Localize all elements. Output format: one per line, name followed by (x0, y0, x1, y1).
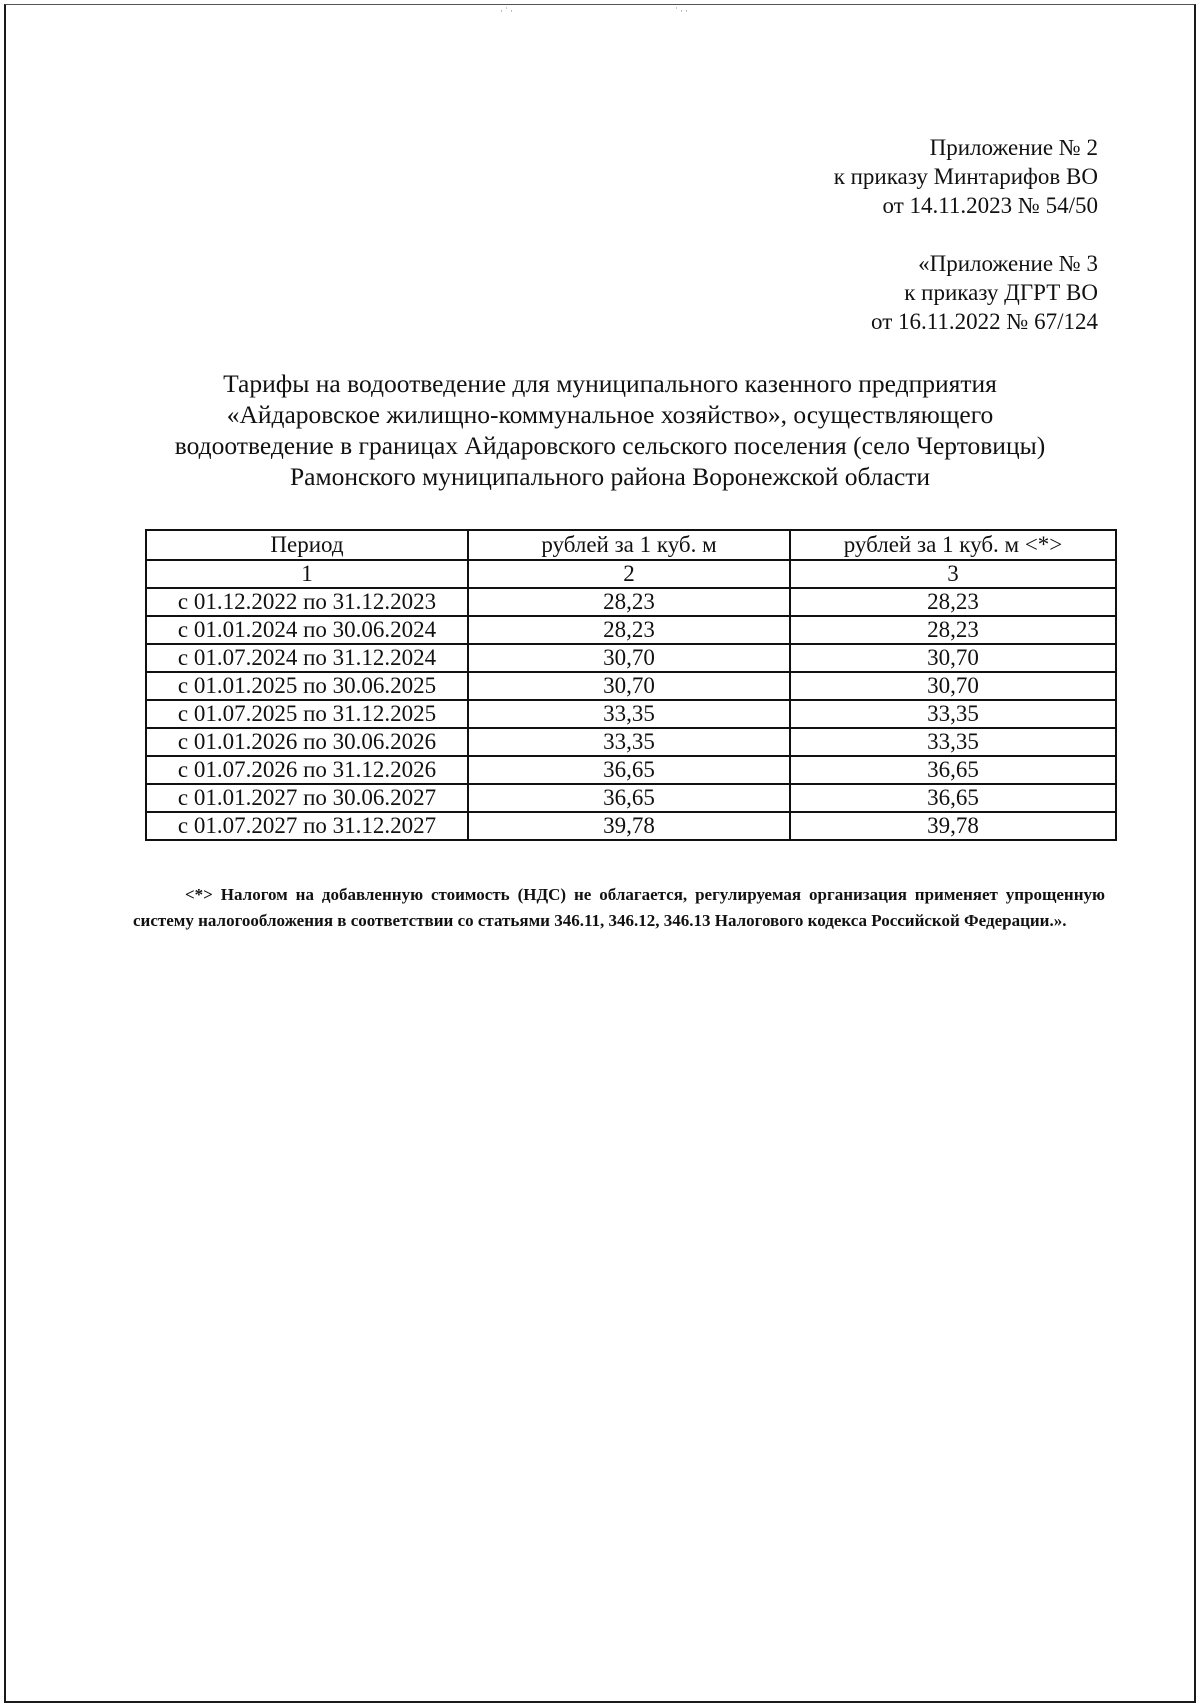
column-number: 2 (468, 560, 790, 588)
tariff-cell: 30,70 (468, 672, 790, 700)
tariff-cell: 33,35 (468, 728, 790, 756)
title-line-2: «Айдаровское жилищно-коммунальное хозяйство», осуществляющего (226, 400, 994, 429)
tariff-cell-vat: 36,65 (790, 784, 1116, 812)
period-cell: с 01.07.2024 по 31.12.2024 (146, 644, 468, 672)
period-cell: с 01.07.2025 по 31.12.2025 (146, 700, 468, 728)
appendix-current-line-3: от 14.11.2023 № 54/50 (882, 193, 1098, 218)
table-row (146, 700, 1116, 728)
title-line-1: Тарифы на водоотведение для муниципального казенного предприятия (223, 369, 997, 398)
appendix-original-line-1: «Приложение № 3 (918, 251, 1098, 276)
tariff-cell-vat: 39,78 (790, 812, 1116, 840)
period-cell: с 01.01.2026 по 30.06.2026 (146, 728, 468, 756)
column-number: 3 (790, 560, 1116, 588)
tariff-cell: 36,65 (468, 756, 790, 784)
tariff-cell: 39,78 (468, 812, 790, 840)
table-row (146, 784, 1116, 812)
period-cell: с 01.07.2027 по 31.12.2027 (146, 812, 468, 840)
table-row (146, 756, 1116, 784)
tariff-cell: 36,65 (468, 784, 790, 812)
header-period: Период (146, 530, 468, 560)
appendix-original-line-2: к приказу ДГРТ ВО (904, 280, 1098, 305)
scan-speck-left: ·˙· (500, 6, 515, 16)
table-row (146, 616, 1116, 644)
table-row (146, 812, 1116, 840)
table-row (146, 588, 1116, 616)
appendix-original-line-3: от 16.11.2022 № 67/124 (871, 309, 1098, 334)
tariff-cell-vat: 33,35 (790, 728, 1116, 756)
period-cell: с 01.12.2022 по 31.12.2023 (146, 588, 468, 616)
header-rub-per-m3-note: рублей за 1 куб. м <*> (790, 530, 1116, 560)
title-line-3: водоотведение в границах Айдаровского сельского поселения (село Чертовицы) (174, 431, 1046, 460)
tariff-cell: 33,35 (468, 700, 790, 728)
tariff-cell-vat: 33,35 (790, 700, 1116, 728)
tariff-cell-vat: 36,65 (790, 756, 1116, 784)
document-title (120, 368, 1100, 492)
header-rub-per-m3: рублей за 1 куб. м (468, 530, 790, 560)
tariff-cell-vat: 28,23 (790, 588, 1116, 616)
tariff-cell: 30,70 (468, 644, 790, 672)
tariff-cell-vat: 28,23 (790, 616, 1116, 644)
tariff-table (145, 529, 1117, 841)
appendix-current-line-2: к приказу Минтарифов ВО (833, 164, 1098, 189)
table-header-row (146, 530, 1116, 560)
period-cell: с 01.01.2025 по 30.06.2025 (146, 672, 468, 700)
tariff-cell-vat: 30,70 (790, 672, 1116, 700)
table-row (146, 728, 1116, 756)
tariff-cell: 28,23 (468, 616, 790, 644)
period-cell: с 01.01.2024 по 30.06.2024 (146, 616, 468, 644)
period-cell: с 01.07.2026 по 31.12.2026 (146, 756, 468, 784)
appendix-current-line-1: Приложение № 2 (929, 135, 1098, 160)
appendix-original-block (871, 249, 1098, 336)
column-number: 1 (146, 560, 468, 588)
title-line-4: Рамонского муниципального района Воронежской области (289, 462, 931, 491)
vat-footnote (133, 882, 1105, 934)
footnote-text: <*> Налогом на добавленную стоимость (НДС) не облагается, регулируемая организация применяет упрощенную систему налогообложения в соответствии со статьями 346.11, 346.12, 346.13 Налогового кодекса Российской Федерации.». (133, 885, 1105, 930)
tariff-cell-vat: 30,70 (790, 644, 1116, 672)
table-row (146, 672, 1116, 700)
table-column-number-row (146, 560, 1116, 588)
scan-speck-right: ˙·· (675, 6, 690, 16)
appendix-current-block (834, 133, 1098, 220)
period-cell: с 01.01.2027 по 30.06.2027 (146, 784, 468, 812)
table-row (146, 644, 1116, 672)
tariff-cell: 28,23 (468, 588, 790, 616)
